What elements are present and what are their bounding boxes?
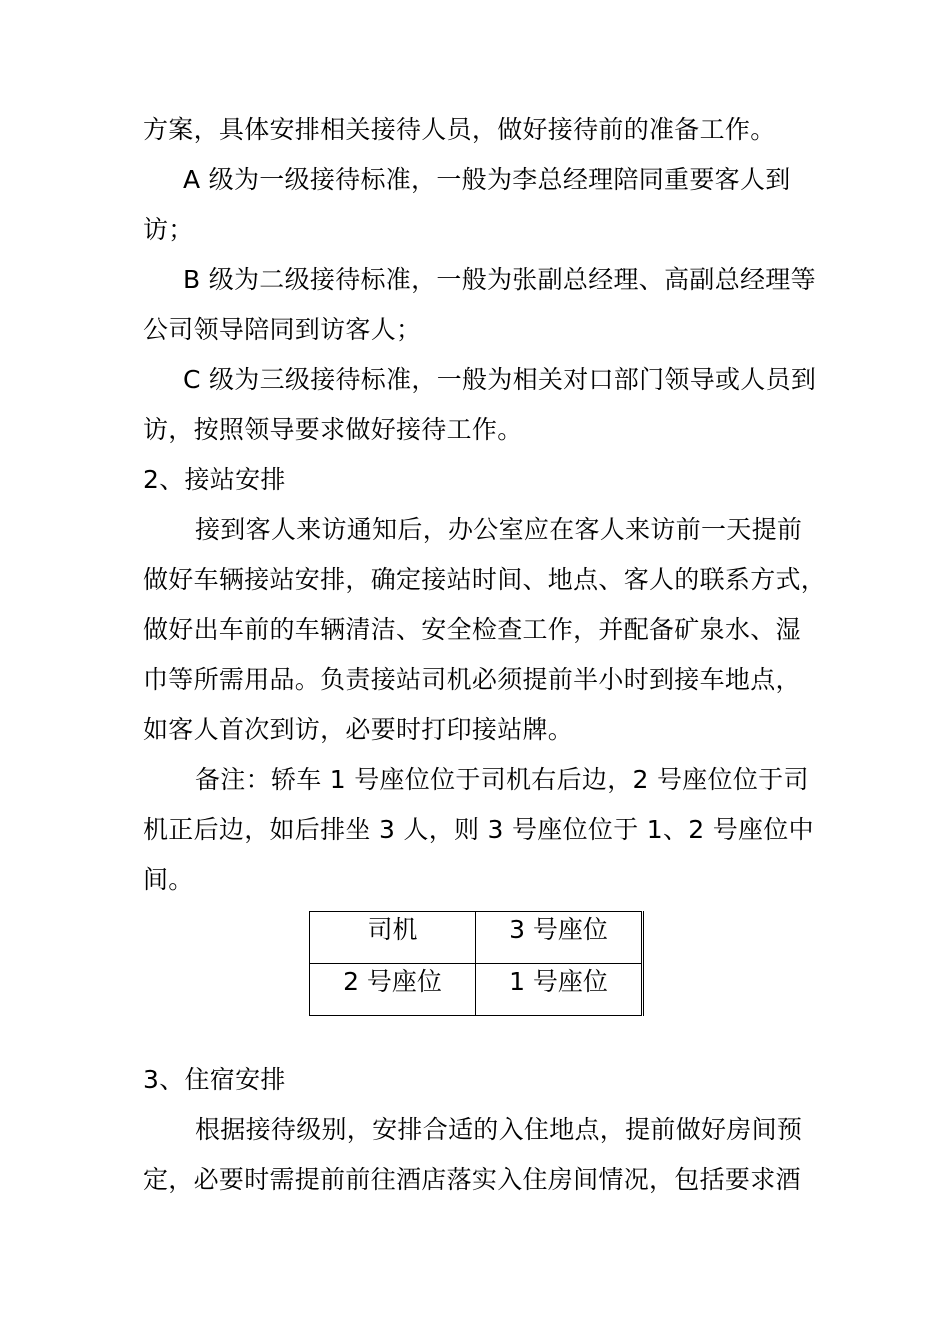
level-c-line-cont: 访，按照领导要求做好接待工作。 bbox=[143, 415, 523, 444]
table-row bbox=[310, 964, 643, 1016]
pickup-paragraph-line: 做好车辆接站安排，确定接站时间、地点、客人的联系方式， bbox=[143, 565, 827, 594]
section-3-heading: 3、住宿安排 bbox=[143, 1065, 286, 1094]
level-b-line-cont: 公司领导陪同到访客人； bbox=[143, 315, 422, 344]
level-b-line: B 级为二级接待标准，一般为张副总经理、高副总经理等 bbox=[183, 265, 816, 294]
table-cell: 1 号座位 bbox=[476, 964, 643, 1016]
table-cell: 3 号座位 bbox=[476, 912, 643, 964]
seat-layout-table bbox=[309, 911, 644, 1016]
pickup-paragraph-line: 如客人首次到访，必要时打印接站牌。 bbox=[143, 715, 574, 744]
section-3-text bbox=[143, 1055, 808, 1205]
table-cell: 司机 bbox=[310, 912, 476, 964]
note-line: 机正后边，如后排坐 3 人，则 3 号座位位于 1、2 号座位中 bbox=[143, 815, 814, 844]
table-row bbox=[310, 912, 643, 964]
section-1-text bbox=[143, 105, 827, 905]
level-a-line-cont: 访； bbox=[143, 215, 194, 244]
note-line: 备注：轿车 1 号座位位于司机右后边，2 号座位位于司 bbox=[195, 765, 809, 794]
table-cell: 2 号座位 bbox=[310, 964, 476, 1016]
lodging-paragraph-line: 定，必要时需提前前往酒店落实入住房间情况，包括要求酒 bbox=[143, 1165, 801, 1194]
lodging-paragraph-line: 根据接待级别，安排合适的入住地点，提前做好房间预 bbox=[195, 1115, 803, 1144]
paragraph-line: 方案，具体安排相关接待人员，做好接待前的准备工作。 bbox=[143, 115, 776, 144]
pickup-paragraph-line: 巾等所需用品。负责接站司机必须提前半小时到接车地点， bbox=[143, 665, 801, 694]
note-line: 间。 bbox=[143, 865, 194, 894]
level-c-line: C 级为三级接待标准，一般为相关对口部门领导或人员到 bbox=[183, 365, 817, 394]
level-a-line: A 级为一级接待标准，一般为李总经理陪同重要客人到 bbox=[183, 165, 791, 194]
pickup-paragraph-line: 接到客人来访通知后，办公室应在客人来访前一天提前 bbox=[195, 515, 803, 544]
pickup-paragraph-line: 做好出车前的车辆清洁、安全检查工作，并配备矿泉水、湿 bbox=[143, 615, 801, 644]
section-2-heading: 2、接站安排 bbox=[143, 465, 286, 494]
